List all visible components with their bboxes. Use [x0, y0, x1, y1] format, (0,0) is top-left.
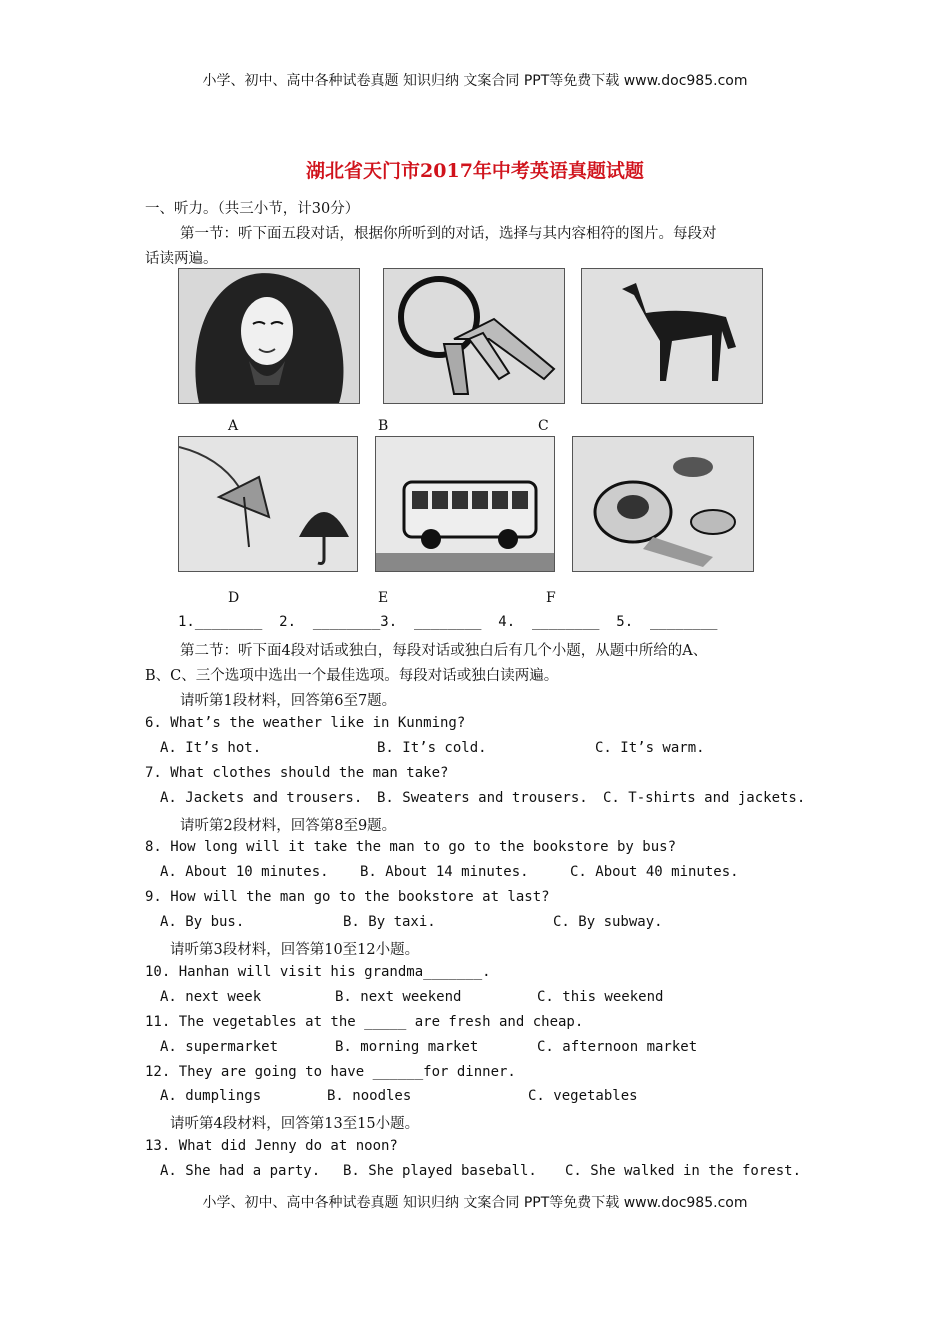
q11-option-c: C. afternoon market: [537, 1039, 698, 1055]
page-footer: 小学、初中、高中各种试卷真题 知识归纳 文案合同 PPT等免费下载 www.doc985.com: [202, 1195, 748, 1211]
q8-option-b: B. About 14 minutes.: [360, 864, 529, 880]
picture-e: [375, 436, 555, 572]
question-13: 13. What did Jenny do at noon?: [145, 1138, 398, 1154]
q12-option-c: C. vegetables: [528, 1088, 638, 1104]
question-11: 11. The vegetables at the _____ are fresh and cheap.: [145, 1014, 584, 1030]
picture-a: [178, 268, 360, 404]
section-heading: 一、听力。（共三小节，计30分）: [145, 201, 360, 217]
question-9: 9. How will the man go to the bookstore at last?: [145, 889, 550, 905]
passage-intro-3: 请听第3段材料，回答第10至12小题。: [170, 942, 420, 958]
page-header: 小学、初中、高中各种试卷真题 知识归纳 文案合同 PPT等免费下载 www.doc985.com: [202, 73, 748, 89]
picture-label-d: D: [228, 590, 240, 606]
q11-option-a: A. supermarket: [160, 1039, 279, 1055]
picture-f: [572, 436, 754, 572]
picture-label-c: C: [538, 418, 549, 434]
tea-set-icon: [573, 437, 753, 571]
question-8: 8. How long will it take the man to go to the bookstore by bus?: [145, 839, 677, 855]
q6-option-b: B. It’s cold.: [377, 740, 487, 756]
picture-label-e: E: [378, 590, 389, 606]
q9-option-b: B. By taxi.: [343, 914, 436, 930]
keys-icon: [384, 269, 564, 403]
part1-instructions: 第一节：听下面五段对话，根据你所听到的对话，选择与其内容相符的图片。每段对: [180, 226, 717, 242]
q10-option-b: B. next weekend: [335, 989, 462, 1005]
q13-option-a: A. She had a party.: [160, 1163, 321, 1179]
picture-label-f: F: [546, 590, 556, 606]
q11-option-b: B. morning market: [335, 1039, 479, 1055]
part1-instructions-cont: 话读两遍。: [145, 251, 218, 267]
q13-option-b: B. She played baseball.: [343, 1163, 537, 1179]
question-6: 6. What’s the weather like in Kunming?: [145, 715, 466, 731]
picture-d: [178, 436, 358, 572]
answer-blanks: 1.________ 2. ________3. ________ 4. ________ 5. ________: [178, 614, 718, 630]
q8-option-c: C. About 40 minutes.: [570, 864, 739, 880]
q9-option-c: C. By subway.: [553, 914, 663, 930]
q8-option-a: A. About 10 minutes.: [160, 864, 329, 880]
q6-option-c: C. It’s warm.: [595, 740, 705, 756]
question-12: 12. They are going to have ______for dinner.: [145, 1064, 516, 1080]
school-bus-icon: [376, 437, 554, 571]
horse-icon: [582, 269, 762, 403]
umbrellas-icon: [179, 437, 357, 571]
picture-c: [581, 268, 763, 404]
q6-option-a: A. It’s hot.: [160, 740, 262, 756]
q7-option-b: B. Sweaters and trousers.: [377, 790, 588, 806]
picture-label-a: A: [228, 418, 239, 434]
q13-option-c: C. She walked in the forest.: [565, 1163, 802, 1179]
part2-instructions: 第二节：听下面4段对话或独白，每段对话或独白后有几个小题，从题中所给的A、: [180, 643, 708, 659]
woman-portrait-icon: [179, 269, 359, 403]
question-10: 10. Hanhan will visit his grandma_______.: [145, 964, 491, 980]
page-title: 湖北省天门市2017年中考英语真题试题: [306, 160, 644, 182]
q12-option-a: A. dumplings: [160, 1088, 262, 1104]
passage-intro-1: 请听第1段材料，回答第6至7题。: [180, 693, 397, 709]
q10-option-c: C. this weekend: [537, 989, 664, 1005]
q7-option-c: C. T-shirts and jackets.: [603, 790, 806, 806]
q7-option-a: A. Jackets and trousers.: [160, 790, 363, 806]
passage-intro-2: 请听第2段材料，回答第8至9题。: [180, 818, 397, 834]
part2-instructions-cont: B、C、三个选项中选出一个最佳选项。每段对话或独白读两遍。: [145, 668, 559, 684]
passage-intro-4: 请听第4段材料，回答第13至15小题。: [170, 1116, 420, 1132]
q10-option-a: A. next week: [160, 989, 262, 1005]
q12-option-b: B. noodles: [327, 1088, 412, 1104]
picture-b: [383, 268, 565, 404]
picture-label-b: B: [378, 418, 389, 434]
q9-option-a: A. By bus.: [160, 914, 245, 930]
question-7: 7. What clothes should the man take?: [145, 765, 449, 781]
